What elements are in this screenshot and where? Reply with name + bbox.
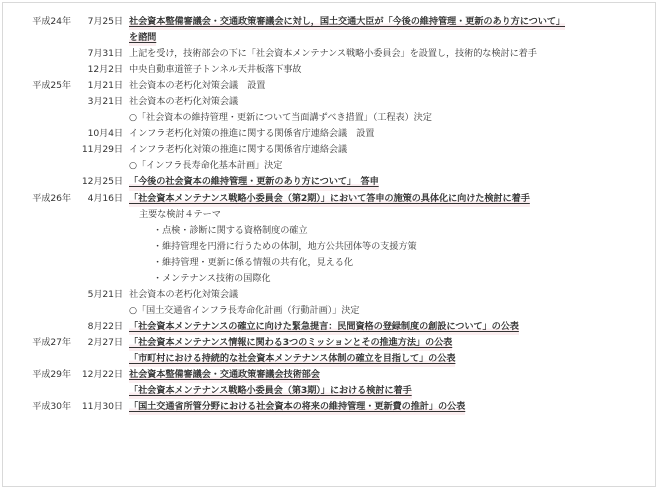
row-year: 平成24年 (32, 16, 71, 27)
row-date: 2月27日 (87, 336, 123, 348)
row-text: ・維持管理・更新に係る情報の共有化，見える化 (153, 256, 353, 268)
row-text: 主要な検討４テーマ (139, 208, 221, 220)
row-text: インフラ老朽化対策の推進に関する関係省庁連絡会議 (129, 144, 348, 156)
row-text-emphasized: 「国土交通省所管分野における社会資本の将来の維持管理・更新費の推計」の公表 (129, 399, 465, 415)
timeline-row (3, 78, 655, 94)
row-text-emphasized: 「社会資本メンテナンス情報に関わる3つのミッションとその推進方法」の公表 (129, 335, 452, 351)
row-date: 12月2日 (87, 64, 123, 76)
timeline-row (3, 126, 655, 142)
timeline-row (3, 399, 655, 415)
row-text: 中央自動車道笹子トンネル天井板落下事故 (129, 64, 302, 76)
timeline-row (3, 383, 655, 399)
row-text-emphasized: 「社会資本メンテナンスの確立に向けた緊急提言：民間資格の登録制度の創設について」の公表 (129, 319, 519, 335)
timeline-row (3, 174, 655, 190)
timeline-row (3, 46, 655, 62)
row-text-emphasized: 「社会資本メンテナンス戦略小委員会（第2期）」において答申の施策の具体化に向けた検討に着手 (129, 191, 530, 207)
row-text: ・維持管理を円滑に行うための体制，地方公共団体等の支援方策 (153, 240, 417, 252)
row-text-emphasized: 「市町村における持続的な社会資本メンテナンス体制の確立を目指して」の公表 (129, 351, 455, 367)
timeline-row (3, 239, 655, 255)
timeline-row (3, 14, 655, 30)
row-year: 平成25年 (32, 80, 71, 92)
row-text: 社会資本の老朽化対策会議 設置 (129, 80, 266, 92)
timeline-frame (2, 2, 656, 487)
row-date: 10月4日 (87, 128, 123, 140)
timeline-row (3, 191, 655, 207)
timeline-row (3, 30, 655, 46)
row-text: ・メンテナンス技術の国際化 (153, 272, 271, 284)
row-text: 社会資本の老朽化対策会議 (129, 96, 239, 108)
row-text: ○「インフラ長寿命化基本計画」決定 (129, 160, 283, 172)
row-text: 上記を受け，技術部会の下に「社会資本メンテナンス戦略小委員会」を設置し，技術的な検討に着手 (129, 48, 537, 60)
row-year: 平成27年 (32, 336, 71, 348)
timeline-row (3, 223, 655, 239)
row-date: 7月31日 (87, 48, 123, 60)
row-date: 12月25日 (81, 176, 123, 188)
row-year: 平成26年 (32, 192, 71, 204)
row-date: 11月29日 (81, 144, 123, 156)
row-date: 8月22日 (87, 320, 123, 332)
row-text: ・点検・診断に関する資格制度の確立 (153, 224, 308, 236)
row-date: 3月21日 (87, 96, 123, 108)
row-text: インフラ老朽化対策の推進に関する関係省庁連絡会議 設置 (129, 128, 375, 140)
row-date: 7月25日 (87, 16, 123, 27)
timeline-row (3, 110, 655, 126)
row-text-emphasized: 社会資本整備審議会・交通政策審議会に対し，国土交通大臣が「今後の維持管理・更新のあり方について」 (129, 14, 565, 30)
timeline-row (3, 319, 655, 335)
timeline-row (3, 62, 655, 78)
row-text-emphasized: 「今後の社会資本の維持管理・更新のあり方について」 答申 (129, 174, 379, 190)
row-text-emphasized: 社会資本整備審議会・交通政策審議会技術部会 (129, 367, 320, 383)
timeline-row (3, 351, 655, 367)
row-date: 11月30日 (81, 401, 123, 413)
timeline-row (3, 94, 655, 110)
row-text: ○「国土交通省インフラ長寿命化計画（行動計画）」決定 (129, 304, 360, 316)
row-date: 5月21日 (87, 288, 123, 300)
timeline-rows (3, 14, 655, 415)
row-text: ○「社会資本の維持管理・更新について当面講ずべき措置」（工程表）決定 (129, 112, 432, 124)
timeline-row (3, 207, 655, 223)
timeline-row (3, 271, 655, 287)
row-date: 1月21日 (87, 80, 123, 92)
row-text: 社会資本の老朽化対策会議 (129, 288, 239, 300)
row-year: 平成30年 (32, 401, 71, 413)
timeline-row (3, 142, 655, 158)
timeline-row (3, 367, 655, 383)
timeline-row (3, 287, 655, 303)
timeline-row (3, 303, 655, 319)
row-text-emphasized: を諮問 (129, 30, 156, 46)
timeline-row (3, 158, 655, 174)
timeline-row (3, 255, 655, 271)
row-text-emphasized: 「社会資本メンテナンス戦略小委員会（第3期）」における検討に着手 (129, 383, 412, 399)
row-date: 4月16日 (87, 192, 123, 204)
timeline-row (3, 335, 655, 351)
row-date: 12月22日 (81, 369, 123, 381)
row-year: 平成29年 (32, 369, 71, 381)
